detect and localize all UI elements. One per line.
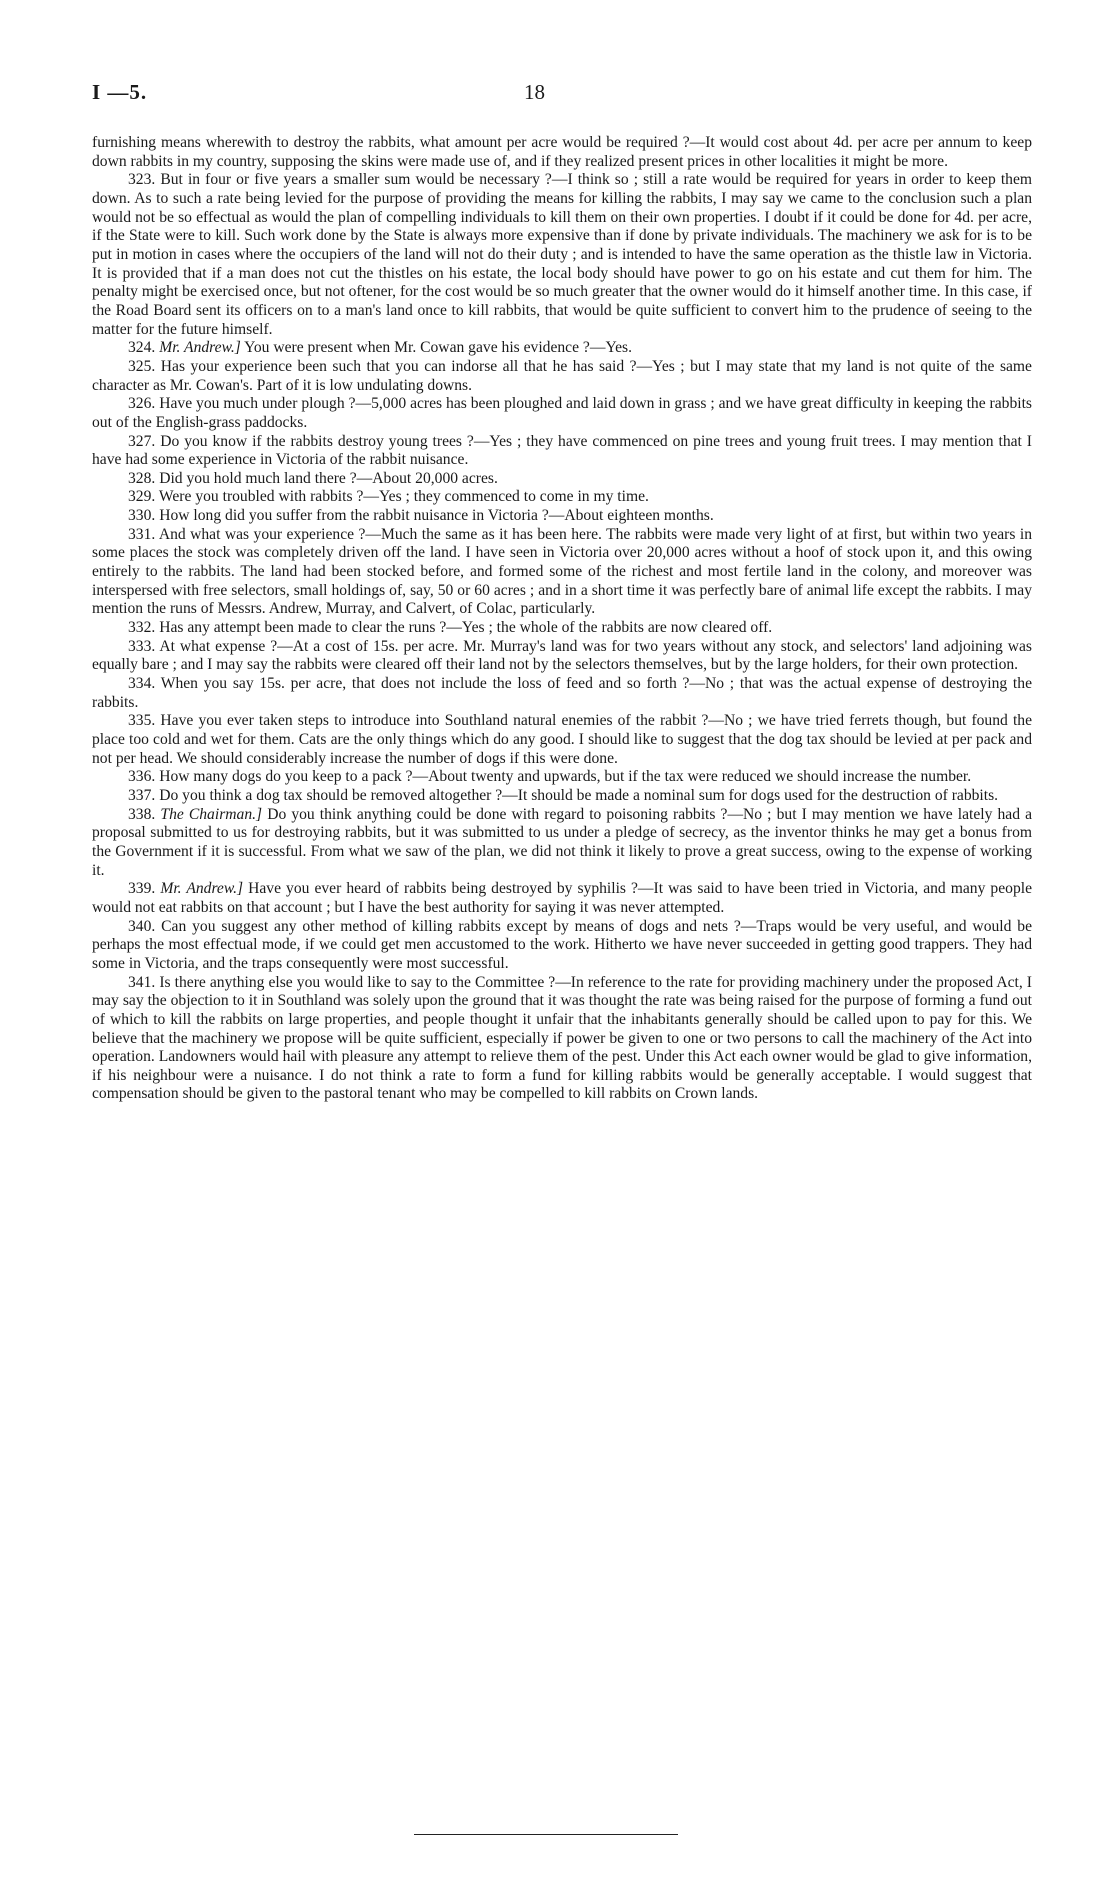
question-341 (92, 974, 1032, 1105)
question-number: 326. (128, 395, 156, 413)
question-338 (92, 806, 1032, 881)
question-334 (92, 675, 1032, 712)
paragraph-text: How long did you suffer from the rabbit nuisance in Victoria ?—About eighteen months. (159, 507, 714, 525)
paragraph-text: furnishing means wherewith to destroy the rabbits, what amount per acre would be required ?—It would cost about 4d. per acre per annum to keep down rabbits in my country, supposing the skins were made use of, and if they realized present prices in other localities it might be more. (92, 134, 1032, 170)
question-number: 325. (128, 357, 156, 375)
question-number: 339. (128, 880, 156, 898)
paragraph-text: When you say 15s. per acre, that does not include the loss of feed and so forth ?—No ; that was the actual expense of destroying the rabbits. (92, 675, 1032, 711)
question-326 (92, 395, 1032, 432)
page-number: 18 (524, 80, 545, 104)
question-number: 332. (128, 619, 156, 637)
question-331 (92, 526, 1032, 619)
question-number: 336. (128, 768, 156, 786)
question-number: 334. (128, 675, 156, 693)
question-number: 328. (128, 469, 156, 487)
paragraph-text: At what expense ?—At a cost of 15s. per acre. Mr. Murray's land was for two years without any stock, and selectors' land adjoining was equally bare ; and I may say the rabbits were cleared off their land not by the selectors themselves, but by the large holders, for their own protection. (92, 637, 1032, 674)
paper-reference: I —5. (92, 80, 148, 104)
question-330 (92, 507, 1032, 526)
question-327 (92, 433, 1032, 470)
question-number: 330. (128, 507, 156, 525)
paragraph-text: Did you hold much land there ?—About 20,000 acres. (159, 469, 498, 487)
page-header (92, 80, 1032, 110)
paragraph-text: Is there anything else you would like to say to the Committee ?—In reference to the rate for providing machinery under the proposed Act, I may say the objection to it in Southland was solely upon the ground that it was thought the rate was being raised for the purpose of forming a fund out of which to kill the rabbits on large properties, and people thought it unfair that the inhabitants generally should be called upon to pay for this. We believe that the machinery we propose will be quite sufficient, especially if power be given to one or two persons to call the machinery of the Act into operation. Landowners would hail with pleasure any attempt to relieve them of the pest. Under this Act each owner would be glad to give information, if his neighbour were a nuisance. I do not think a rate to form a fund for killing rabbits would be generally acceptable. I would suggest that compensation should be given to the pastoral tenant who may be compelled to kill rabbits on Crown lands. (92, 973, 1032, 1103)
question-323 (92, 171, 1032, 339)
question-328 (92, 470, 1032, 489)
paragraph-text: But in four or five years a smaller sum would be necessary ?—I think so ; still a rate would be required for years in order to keep them down. As to such a rate being levied for the purpose of providing the means for killing the rabbits, I may say we came to the conclusion such a plan would not be so effectual as would the plan of compelling individuals to kill them on their own properties. I doubt if it could be done for 4d. per acre, if the State were to kill. Such work done by the State is always more expensive than if done by private individuals. The machinery we ask for is to be put in motion in cases where the occupiers of the land will not do their duty ; and is intended to have the same operation as the thistle law in Victoria. It is provided that if a man does not cut the thistles on his estate, the local body should have power to go on his estate and cut them for him. The penalty might be exercised once, but not oftener, for the cost would be so much greater that the owner would do it himself another time. In this case, if the Road Board sent its officers on to a man's land once to kill rabbits, that would be quite sufficient to convert him to the prudence of seeing to the matter for the future himself. (92, 171, 1032, 338)
paragraph-text: And what was your experience ?—Much the same as it has been here. The rabbits were made very light of at first, but within two years in some places the stock was completely driven off the land. I have seen in Victoria over 20,000 acres without a hoof of stock upon it, and this owing entirely to the rabbits. The land had been stocked before, and formed some of the richest and most fertile land in the colony, and moreover was interspersed with free selectors, small holdings of, say, 50 or 60 acres ; and in a short time it was perfectly bare of animal life except the rabbits. I may mention the runs of Messrs. Andrew, Murray, and Calvert, of Colac, particularly. (92, 525, 1032, 618)
paragraph-text: You were present when Mr. Cowan gave his evidence ?—Yes. (244, 339, 633, 357)
paragraph-text: Has any attempt been made to clear the runs ?—Yes ; the whole of the rabbits are now cleared off. (159, 619, 773, 637)
speaker: The Chairman.] (160, 805, 263, 823)
paragraph-text: Do you think anything could be done with regard to poisoning rabbits ?—No ; but I may mention we have lately had a proposal submitted to us for destroying rabbits, but it was submitted to us under a pledge of secrecy, as the inventor thinks he may get a bonus from the Government if it is successful. From what we saw of the plan, we did not think it likely to prove a great success, owing to the expense of working it. (92, 805, 1033, 879)
question-324 (92, 339, 1032, 358)
question-333 (92, 638, 1032, 675)
question-number: 327. (128, 432, 156, 450)
paragraph-text: Can you suggest any other method of killing rabbits except by means of dogs and nets ?—Traps would be very useful, and would be perhaps the most effectual mode, if we could get men accustomed to the work. Hitherto we have never succeeded in getting good trappers. They had some in Victoria, and the traps consequently were most successful. (92, 917, 1032, 972)
question-number: 323. (128, 171, 156, 189)
paragraph-continued (92, 134, 1032, 171)
paragraph-text: Do you know if the rabbits destroy young trees ?—Yes ; they have commenced on pine trees and young fruit trees. I may mention that I have had some experience in Victoria of the rabbit nuisance. (92, 432, 1032, 469)
question-340 (92, 918, 1032, 974)
paragraph-text: Do you think a dog tax should be removed altogether ?—It should be made a nominal sum for dogs used for the destruction of rabbits. (159, 786, 999, 804)
end-divider (414, 1834, 678, 1835)
question-number: 329. (128, 488, 156, 506)
paragraph-text: Have you much under plough ?—5,000 acres has been ploughed and laid down in grass ; and we have great difficulty in keeping the rabbits out of the English-grass paddocks. (92, 395, 1032, 431)
paragraph-text: Has your experience been such that you can indorse all that he has said ?—Yes ; but I may state that my land is not quite of the same character as Mr. Cowan's. Part of it is low undulating downs. (92, 357, 1032, 394)
paragraph-text: Have you ever heard of rabbits being destroyed by syphilis ?—It was said to have been tried in Victoria, and many people would not eat rabbits on that account ; but I have the best authority for saying it was never attempted. (92, 880, 1032, 916)
question-number: 324. (128, 339, 156, 357)
question-number: 337. (128, 786, 156, 804)
paragraph-text: How many dogs do you keep to a pack ?—About twenty and upwards, but if the tax were reduced we should increase the number. (159, 768, 972, 786)
evidence-text (92, 134, 1032, 1104)
question-number: 338. (128, 805, 156, 823)
question-329 (92, 488, 1032, 507)
question-336 (92, 768, 1032, 787)
question-number: 340. (128, 917, 156, 935)
question-337 (92, 787, 1032, 806)
paragraph-text: Were you troubled with rabbits ?—Yes ; they commenced to come in my time. (158, 488, 649, 506)
speaker: Mr. Andrew.] (159, 339, 241, 357)
question-number: 333. (128, 637, 156, 655)
question-339 (92, 880, 1032, 917)
question-335 (92, 712, 1032, 768)
speaker: Mr. Andrew.] (160, 880, 244, 898)
question-325 (92, 358, 1032, 395)
question-number: 341. (128, 973, 156, 991)
question-number: 331. (128, 525, 156, 543)
paragraph-text: Have you ever taken steps to introduce into Southland natural enemies of the rabbit ?—No ; we have tried ferrets though, but found the place too cold and wet for them. Cats are the only things which do any good. I should like to suggest that the dog tax should be levied at per pack and not per head. We should considerably increase the number of dogs if this were done. (92, 712, 1032, 767)
question-332 (92, 619, 1032, 638)
question-number: 335. (128, 712, 156, 730)
